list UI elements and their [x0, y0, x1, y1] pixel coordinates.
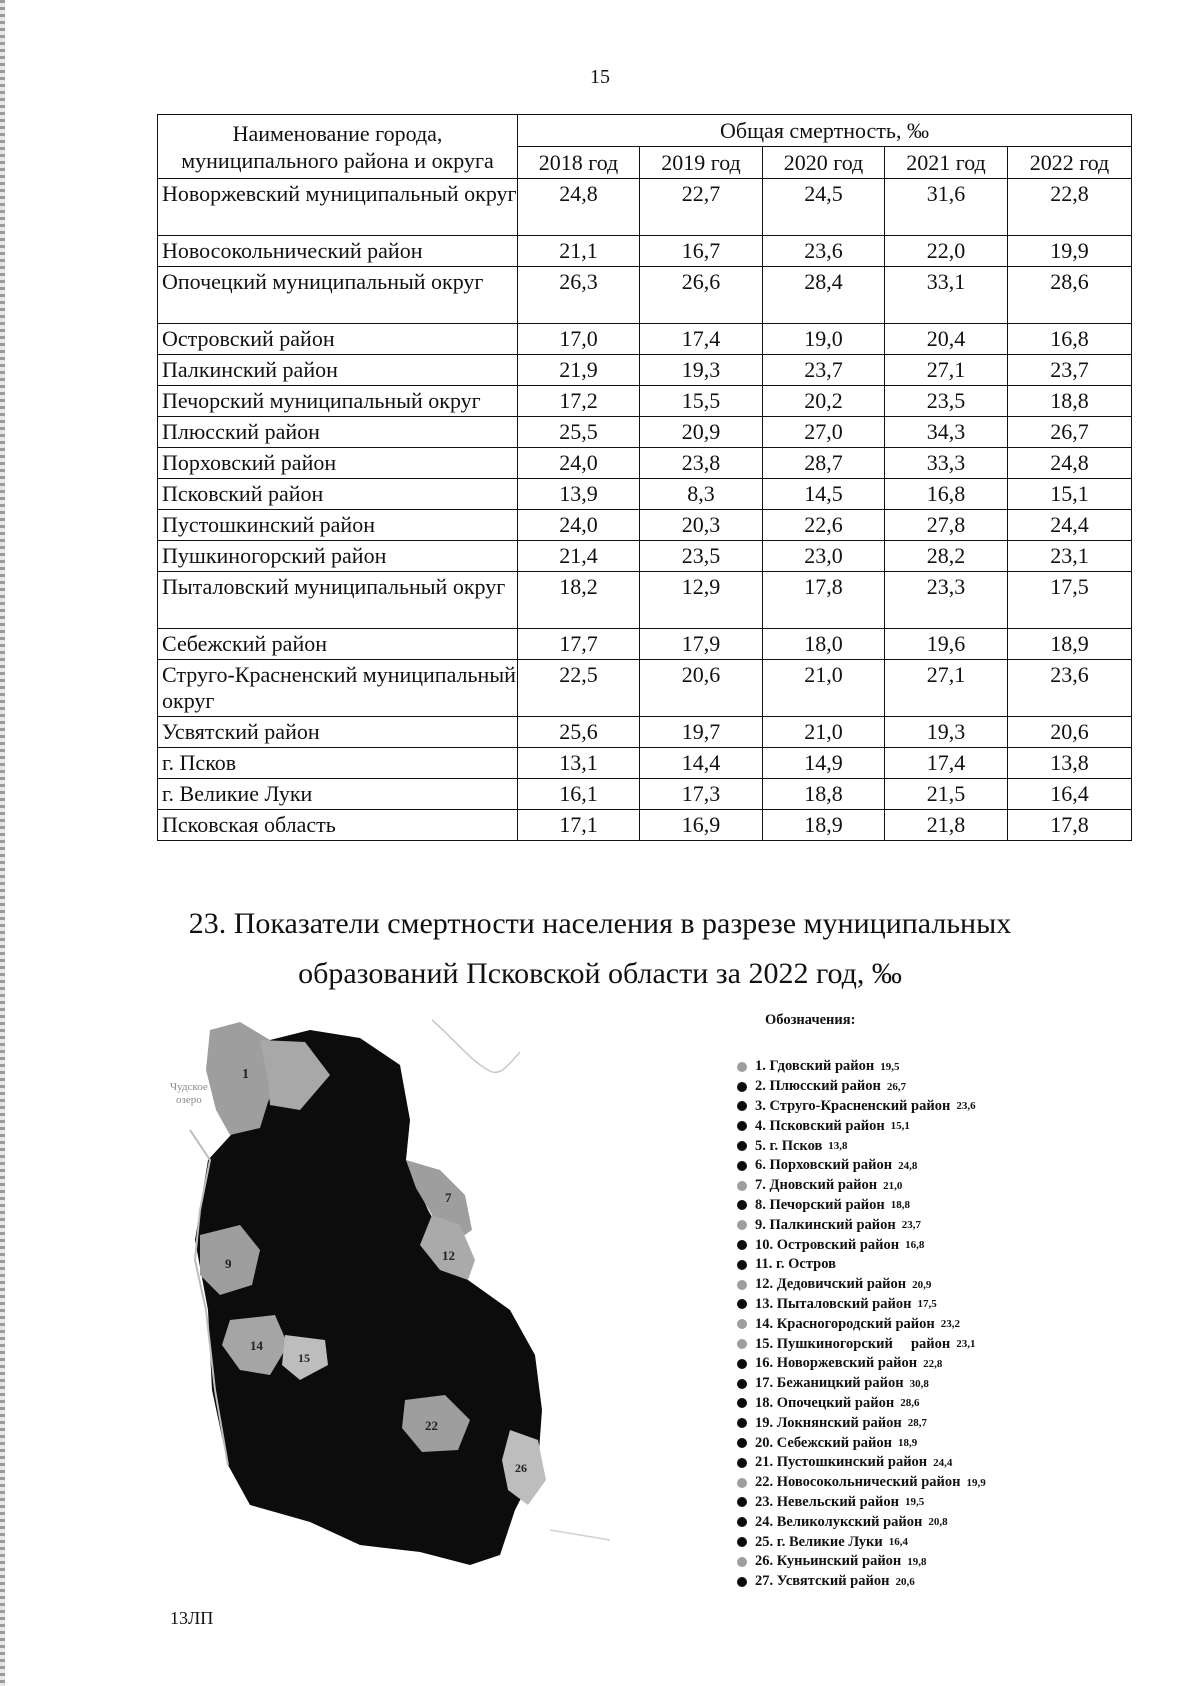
legend-bullet-icon [737, 1220, 747, 1230]
map-region-number: 7 [445, 1190, 452, 1205]
legend-item [737, 1374, 1167, 1394]
mortality-value: 12,9 [640, 572, 763, 629]
mortality-value: 18,8 [763, 779, 885, 810]
map-region-number: 26 [515, 1461, 527, 1475]
row-name: Палкинский район [158, 355, 518, 386]
mortality-value: 15,5 [640, 386, 763, 417]
legend-item-label: 13. Пыталовский район [755, 1295, 912, 1312]
mortality-value: 23,1 [1008, 541, 1132, 572]
mortality-value: 22,8 [1008, 179, 1132, 236]
lake-shore [550, 1530, 610, 1540]
legend-bullet-icon [737, 1260, 747, 1270]
legend-item-label: 27. Усвятский район [755, 1573, 890, 1590]
row-name: Новосокольнический район [158, 236, 518, 267]
mortality-value: 23,8 [640, 448, 763, 479]
mortality-value: 24,8 [518, 179, 640, 236]
row-name: Порховский район [158, 448, 518, 479]
legend-item [737, 1453, 1167, 1473]
mortality-value: 14,9 [763, 748, 885, 779]
page-number: 15 [590, 66, 610, 88]
lake-label: озеро [176, 1094, 202, 1106]
mortality-value: 17,4 [885, 748, 1008, 779]
table-row [158, 324, 1132, 355]
mortality-value: 22,7 [640, 179, 763, 236]
mortality-value: 28,4 [763, 267, 885, 324]
legend-item [737, 1433, 1167, 1453]
mortality-value: 17,0 [518, 324, 640, 355]
mortality-value: 19,3 [885, 717, 1008, 748]
table-row [158, 417, 1132, 448]
mortality-value: 19,3 [640, 355, 763, 386]
legend-item-value: 23,1 [956, 1338, 976, 1351]
legend-item [737, 1176, 1167, 1196]
year-header: 2022 год [1008, 147, 1132, 179]
legend-bullet-icon [737, 1537, 747, 1547]
mortality-value: 28,2 [885, 541, 1008, 572]
mortality-value: 23,5 [885, 386, 1008, 417]
legend-item-label: 22. Новосокольнический район [755, 1474, 961, 1491]
mortality-value: 21,1 [518, 236, 640, 267]
mortality-value: 16,1 [518, 779, 640, 810]
table-row [158, 779, 1132, 810]
mortality-value: 33,3 [885, 448, 1008, 479]
mortality-value: 23,5 [640, 541, 763, 572]
legend-item-value: 20,9 [912, 1278, 932, 1291]
mortality-value: 16,7 [640, 236, 763, 267]
mortality-value: 24,0 [518, 510, 640, 541]
mortality-value: 21,8 [885, 810, 1008, 841]
legend-bullet-icon [737, 1557, 747, 1567]
mortality-value: 27,0 [763, 417, 885, 448]
mortality-value: 17,1 [518, 810, 640, 841]
mortality-value: 18,0 [763, 629, 885, 660]
mortality-value: 23,6 [763, 236, 885, 267]
legend-item-value: 15,1 [890, 1120, 910, 1133]
legend-title: Обозначения: [765, 1012, 856, 1028]
year-header: 2020 год [763, 147, 885, 179]
legend-item-value: 19,8 [907, 1555, 927, 1568]
map-region-number: 22 [425, 1418, 438, 1433]
legend-item-label: 6. Порховский район [755, 1157, 893, 1174]
table-row [158, 386, 1132, 417]
legend-item-label: 12. Дедовичский район [755, 1276, 907, 1293]
row-name: г. Великие Луки [158, 779, 518, 810]
mortality-value: 24,0 [518, 448, 640, 479]
legend-item-label: 7. Дновский район [755, 1177, 878, 1194]
row-name: Островский район [158, 324, 518, 355]
legend-item-value: 23,2 [940, 1318, 960, 1331]
name-column-header: Наименование города, муниципального района и округа [158, 115, 518, 179]
mortality-value: 18,2 [518, 572, 640, 629]
section-title-line: образований Псковской области за 2022 год, ‰ [298, 957, 902, 990]
mortality-value: 15,1 [1008, 479, 1132, 510]
legend-item [737, 1275, 1167, 1295]
legend-bullet-icon [737, 1240, 747, 1250]
mortality-value: 27,8 [885, 510, 1008, 541]
table-row [158, 267, 1132, 324]
legend-item-value: 18,9 [897, 1437, 918, 1450]
legend-bullet-icon [737, 1101, 747, 1111]
mortality-value: 17,3 [640, 779, 763, 810]
legend-bullet-icon [737, 1577, 747, 1587]
table-row [158, 717, 1132, 748]
year-header: 2019 год [640, 147, 763, 179]
section-title [150, 899, 1050, 999]
mortality-value: 33,1 [885, 267, 1008, 324]
pskov-region-map [170, 1010, 690, 1575]
legend-bullet-icon [737, 1200, 747, 1210]
legend-item [737, 1552, 1167, 1572]
legend-item [737, 1473, 1167, 1493]
legend-item-label: 10. Островский район [755, 1236, 900, 1253]
mortality-value: 22,0 [885, 236, 1008, 267]
map-region-number: 14 [250, 1338, 263, 1353]
mortality-value: 17,8 [1008, 810, 1132, 841]
legend-bullet-icon [737, 1398, 747, 1408]
legend-item-value: 24,4 [933, 1456, 953, 1469]
legend-item-value: 24,8 [898, 1159, 918, 1172]
row-name: Усвятский район [158, 717, 518, 748]
legend-item [737, 1235, 1167, 1255]
table-row [158, 355, 1132, 386]
mortality-value: 16,9 [640, 810, 763, 841]
mortality-value: 16,8 [885, 479, 1008, 510]
mortality-value: 23,6 [1008, 660, 1132, 717]
legend-bullet-icon [737, 1121, 747, 1131]
legend-item [737, 1354, 1167, 1374]
mortality-value: 25,5 [518, 417, 640, 448]
legend-item [737, 1116, 1167, 1136]
legend-item [737, 1077, 1167, 1097]
legend-item [737, 1512, 1167, 1532]
mortality-value: 26,3 [518, 267, 640, 324]
legend-item [737, 1156, 1167, 1176]
table-row [158, 629, 1132, 660]
mortality-value: 24,8 [1008, 448, 1132, 479]
legend-item-value: 16,4 [888, 1536, 908, 1549]
legend-bullet-icon [737, 1141, 747, 1151]
legend-item-label: 23. Невельский район [755, 1493, 899, 1510]
mortality-value: 18,9 [763, 810, 885, 841]
mortality-value: 24,5 [763, 179, 885, 236]
mortality-value: 23,0 [763, 541, 885, 572]
row-name: Опочецкий муниципальный округ [158, 267, 518, 324]
legend-item-label: 5. г. Псков [755, 1137, 823, 1154]
legend-item-label: 1. Гдовский район [755, 1058, 875, 1075]
mortality-value: 19,9 [1008, 236, 1132, 267]
mortality-value: 22,5 [518, 660, 640, 717]
mortality-value: 21,0 [763, 717, 885, 748]
table-row [158, 479, 1132, 510]
legend-item-label: 26. Куньинский район [755, 1553, 902, 1570]
table-row [158, 448, 1132, 479]
row-name: Плюсский район [158, 417, 518, 448]
mortality-value: 20,2 [763, 386, 885, 417]
mortality-value: 17,4 [640, 324, 763, 355]
legend-item [737, 1532, 1167, 1552]
table-row [158, 541, 1132, 572]
legend-item [737, 1572, 1167, 1592]
legend-bullet-icon [737, 1517, 747, 1527]
legend-items [737, 1057, 1167, 1592]
legend-item [737, 1255, 1167, 1275]
mortality-value: 23,7 [763, 355, 885, 386]
mortality-value: 14,5 [763, 479, 885, 510]
mortality-value: 23,3 [885, 572, 1008, 629]
mortality-value: 13,1 [518, 748, 640, 779]
legend-bullet-icon [737, 1299, 747, 1309]
legend-item-label: 9. Палкинский район [755, 1216, 896, 1233]
legend-item [737, 1057, 1167, 1077]
section-title-line: 23. Показатели смертности населения в разрезе муниципальных [188, 907, 1012, 940]
legend-item-value: 23,6 [956, 1100, 976, 1113]
mortality-value: 17,2 [518, 386, 640, 417]
legend-bullet-icon [737, 1339, 747, 1349]
legend-item-label: 15. Пушкиногорский район [755, 1335, 951, 1352]
legend-item-label: 11. г. Остров [755, 1256, 836, 1273]
legend-item [737, 1493, 1167, 1513]
mortality-value: 20,6 [1008, 717, 1132, 748]
mortality-value: 13,8 [1008, 748, 1132, 779]
row-name: Струго-Красненский муниципальный округ [158, 660, 518, 717]
legend-item-label: 3. Струго-Красненский район [755, 1097, 951, 1114]
legend-item [737, 1295, 1167, 1315]
row-name: Новоржевский муниципальный округ [158, 179, 518, 236]
legend-item-label: 24. Великолукский район [755, 1513, 923, 1530]
legend-bullet-icon [737, 1082, 747, 1092]
row-name: Псковская область [158, 810, 518, 841]
legend-item-value: 16,8 [905, 1239, 925, 1252]
row-name: Пушкиногорский район [158, 541, 518, 572]
mortality-value: 20,4 [885, 324, 1008, 355]
mortality-value: 20,6 [640, 660, 763, 717]
legend-item-label: 4. Псковский район [755, 1117, 885, 1134]
table-row [158, 179, 1132, 236]
legend-item [737, 1413, 1167, 1433]
legend-bullet-icon [737, 1181, 747, 1191]
legend-item-label: 2. Плюсский район [755, 1078, 881, 1095]
legend-item-value: 28,6 [900, 1397, 920, 1410]
legend-item-value: 17,5 [917, 1298, 937, 1311]
mortality-value: 24,4 [1008, 510, 1132, 541]
mortality-value: 20,9 [640, 417, 763, 448]
legend-bullet-icon [737, 1438, 747, 1448]
legend-bullet-icon [737, 1418, 747, 1428]
legend-item-label: 14. Красногородский район [755, 1315, 935, 1332]
table-row [158, 810, 1132, 841]
legend-bullet-icon [737, 1359, 747, 1369]
mortality-value: 19,6 [885, 629, 1008, 660]
legend-item-value: 19,5 [880, 1060, 900, 1073]
mortality-value: 19,0 [763, 324, 885, 355]
year-header: 2018 год [518, 147, 640, 179]
table-row [158, 236, 1132, 267]
legend-item [737, 1334, 1167, 1354]
mortality-value: 18,8 [1008, 386, 1132, 417]
mortality-value: 21,4 [518, 541, 640, 572]
legend-item-value: 20,6 [895, 1575, 915, 1588]
legend-item [737, 1136, 1167, 1156]
mortality-value: 16,4 [1008, 779, 1132, 810]
mortality-value: 17,8 [763, 572, 885, 629]
row-name: Пустошкинский район [158, 510, 518, 541]
mortality-value: 14,4 [640, 748, 763, 779]
legend-item-label: 20. Себежский район [755, 1434, 892, 1451]
mortality-value: 21,0 [763, 660, 885, 717]
table-row [158, 510, 1132, 541]
mortality-value: 13,9 [518, 479, 640, 510]
mortality-value: 22,6 [763, 510, 885, 541]
legend-item-value: 21,0 [883, 1179, 903, 1192]
legend-item-value: 23,7 [901, 1219, 922, 1232]
mortality-value: 17,7 [518, 629, 640, 660]
map-region-number: 12 [442, 1248, 455, 1263]
table-row [158, 572, 1132, 629]
legend-item-value: 20,8 [928, 1516, 948, 1529]
legend-bullet-icon [737, 1062, 747, 1072]
legend-item [737, 1215, 1167, 1235]
legend-item [737, 1196, 1167, 1216]
legend-item-label: 25. г. Великие Луки [755, 1533, 883, 1550]
legend-item-label: 17. Бежаницкий район [755, 1375, 904, 1392]
table-row [158, 748, 1132, 779]
year-header: 2021 год [885, 147, 1008, 179]
table-row [158, 660, 1132, 717]
mortality-value: 28,7 [763, 448, 885, 479]
mortality-value: 16,8 [1008, 324, 1132, 355]
legend-item-value: 19,5 [904, 1496, 925, 1509]
legend-item-value: 13,8 [828, 1140, 848, 1153]
mortality-value: 18,9 [1008, 629, 1132, 660]
legend-item [737, 1097, 1167, 1117]
legend-bullet-icon [737, 1319, 747, 1329]
footer-code: 13ЛП [170, 1608, 214, 1628]
legend-bullet-icon [737, 1497, 747, 1507]
mortality-value: 23,7 [1008, 355, 1132, 386]
legend-item-value: 26,7 [886, 1080, 907, 1093]
mortality-value: 27,1 [885, 660, 1008, 717]
mortality-group-header: Общая смертность, ‰ [518, 115, 1132, 147]
row-name: г. Псков [158, 748, 518, 779]
row-name: Себежский район [158, 629, 518, 660]
legend-item-value: 18,8 [890, 1199, 910, 1212]
mortality-value: 8,3 [640, 479, 763, 510]
legend-item-label: 18. Опочецкий район [755, 1394, 895, 1411]
legend-bullet-icon [737, 1379, 747, 1389]
legend-item [737, 1394, 1167, 1414]
legend-bullet-icon [737, 1161, 747, 1171]
row-name: Пыталовский муниципальный округ [158, 572, 518, 629]
legend-item-value: 19,9 [966, 1476, 986, 1489]
row-name: Печорский муниципальный округ [158, 386, 518, 417]
legend-item-value: 22,8 [923, 1357, 943, 1370]
table-body [158, 179, 1132, 841]
mortality-value: 31,6 [885, 179, 1008, 236]
mortality-value: 34,3 [885, 417, 1008, 448]
row-name: Псковский район [158, 479, 518, 510]
legend-item-label: 16. Новоржевский район [755, 1355, 918, 1372]
mortality-value: 17,5 [1008, 572, 1132, 629]
legend-item-value: 30,8 [909, 1377, 929, 1390]
legend-item [737, 1314, 1167, 1334]
legend-item-label: 21. Пустошкинский район [755, 1454, 928, 1471]
mortality-value: 28,6 [1008, 267, 1132, 324]
legend-bullet-icon [737, 1478, 747, 1488]
mortality-value: 20,3 [640, 510, 763, 541]
mortality-value: 25,6 [518, 717, 640, 748]
mortality-table [157, 114, 1132, 841]
legend-item-value: 28,7 [907, 1417, 927, 1430]
mortality-value: 21,5 [885, 779, 1008, 810]
mortality-value: 27,1 [885, 355, 1008, 386]
lake-label: Чудское [170, 1081, 208, 1093]
legend-bullet-icon [737, 1280, 747, 1290]
map-legend [737, 1008, 1167, 1592]
mortality-value: 19,7 [640, 717, 763, 748]
mortality-value: 17,9 [640, 629, 763, 660]
map-region-number: 15 [298, 1351, 310, 1365]
map-region-number: 1 [242, 1067, 249, 1082]
legend-bullet-icon [737, 1458, 747, 1468]
legend-item-label: 19. Локнянский район [755, 1414, 902, 1431]
river-line [432, 1020, 520, 1072]
mortality-value: 26,7 [1008, 417, 1132, 448]
legend-item-label: 8. Печорский район [755, 1196, 885, 1213]
map-region-number: 9 [225, 1256, 232, 1271]
scan-edge [0, 0, 5, 1686]
mortality-value: 26,6 [640, 267, 763, 324]
mortality-value: 21,9 [518, 355, 640, 386]
